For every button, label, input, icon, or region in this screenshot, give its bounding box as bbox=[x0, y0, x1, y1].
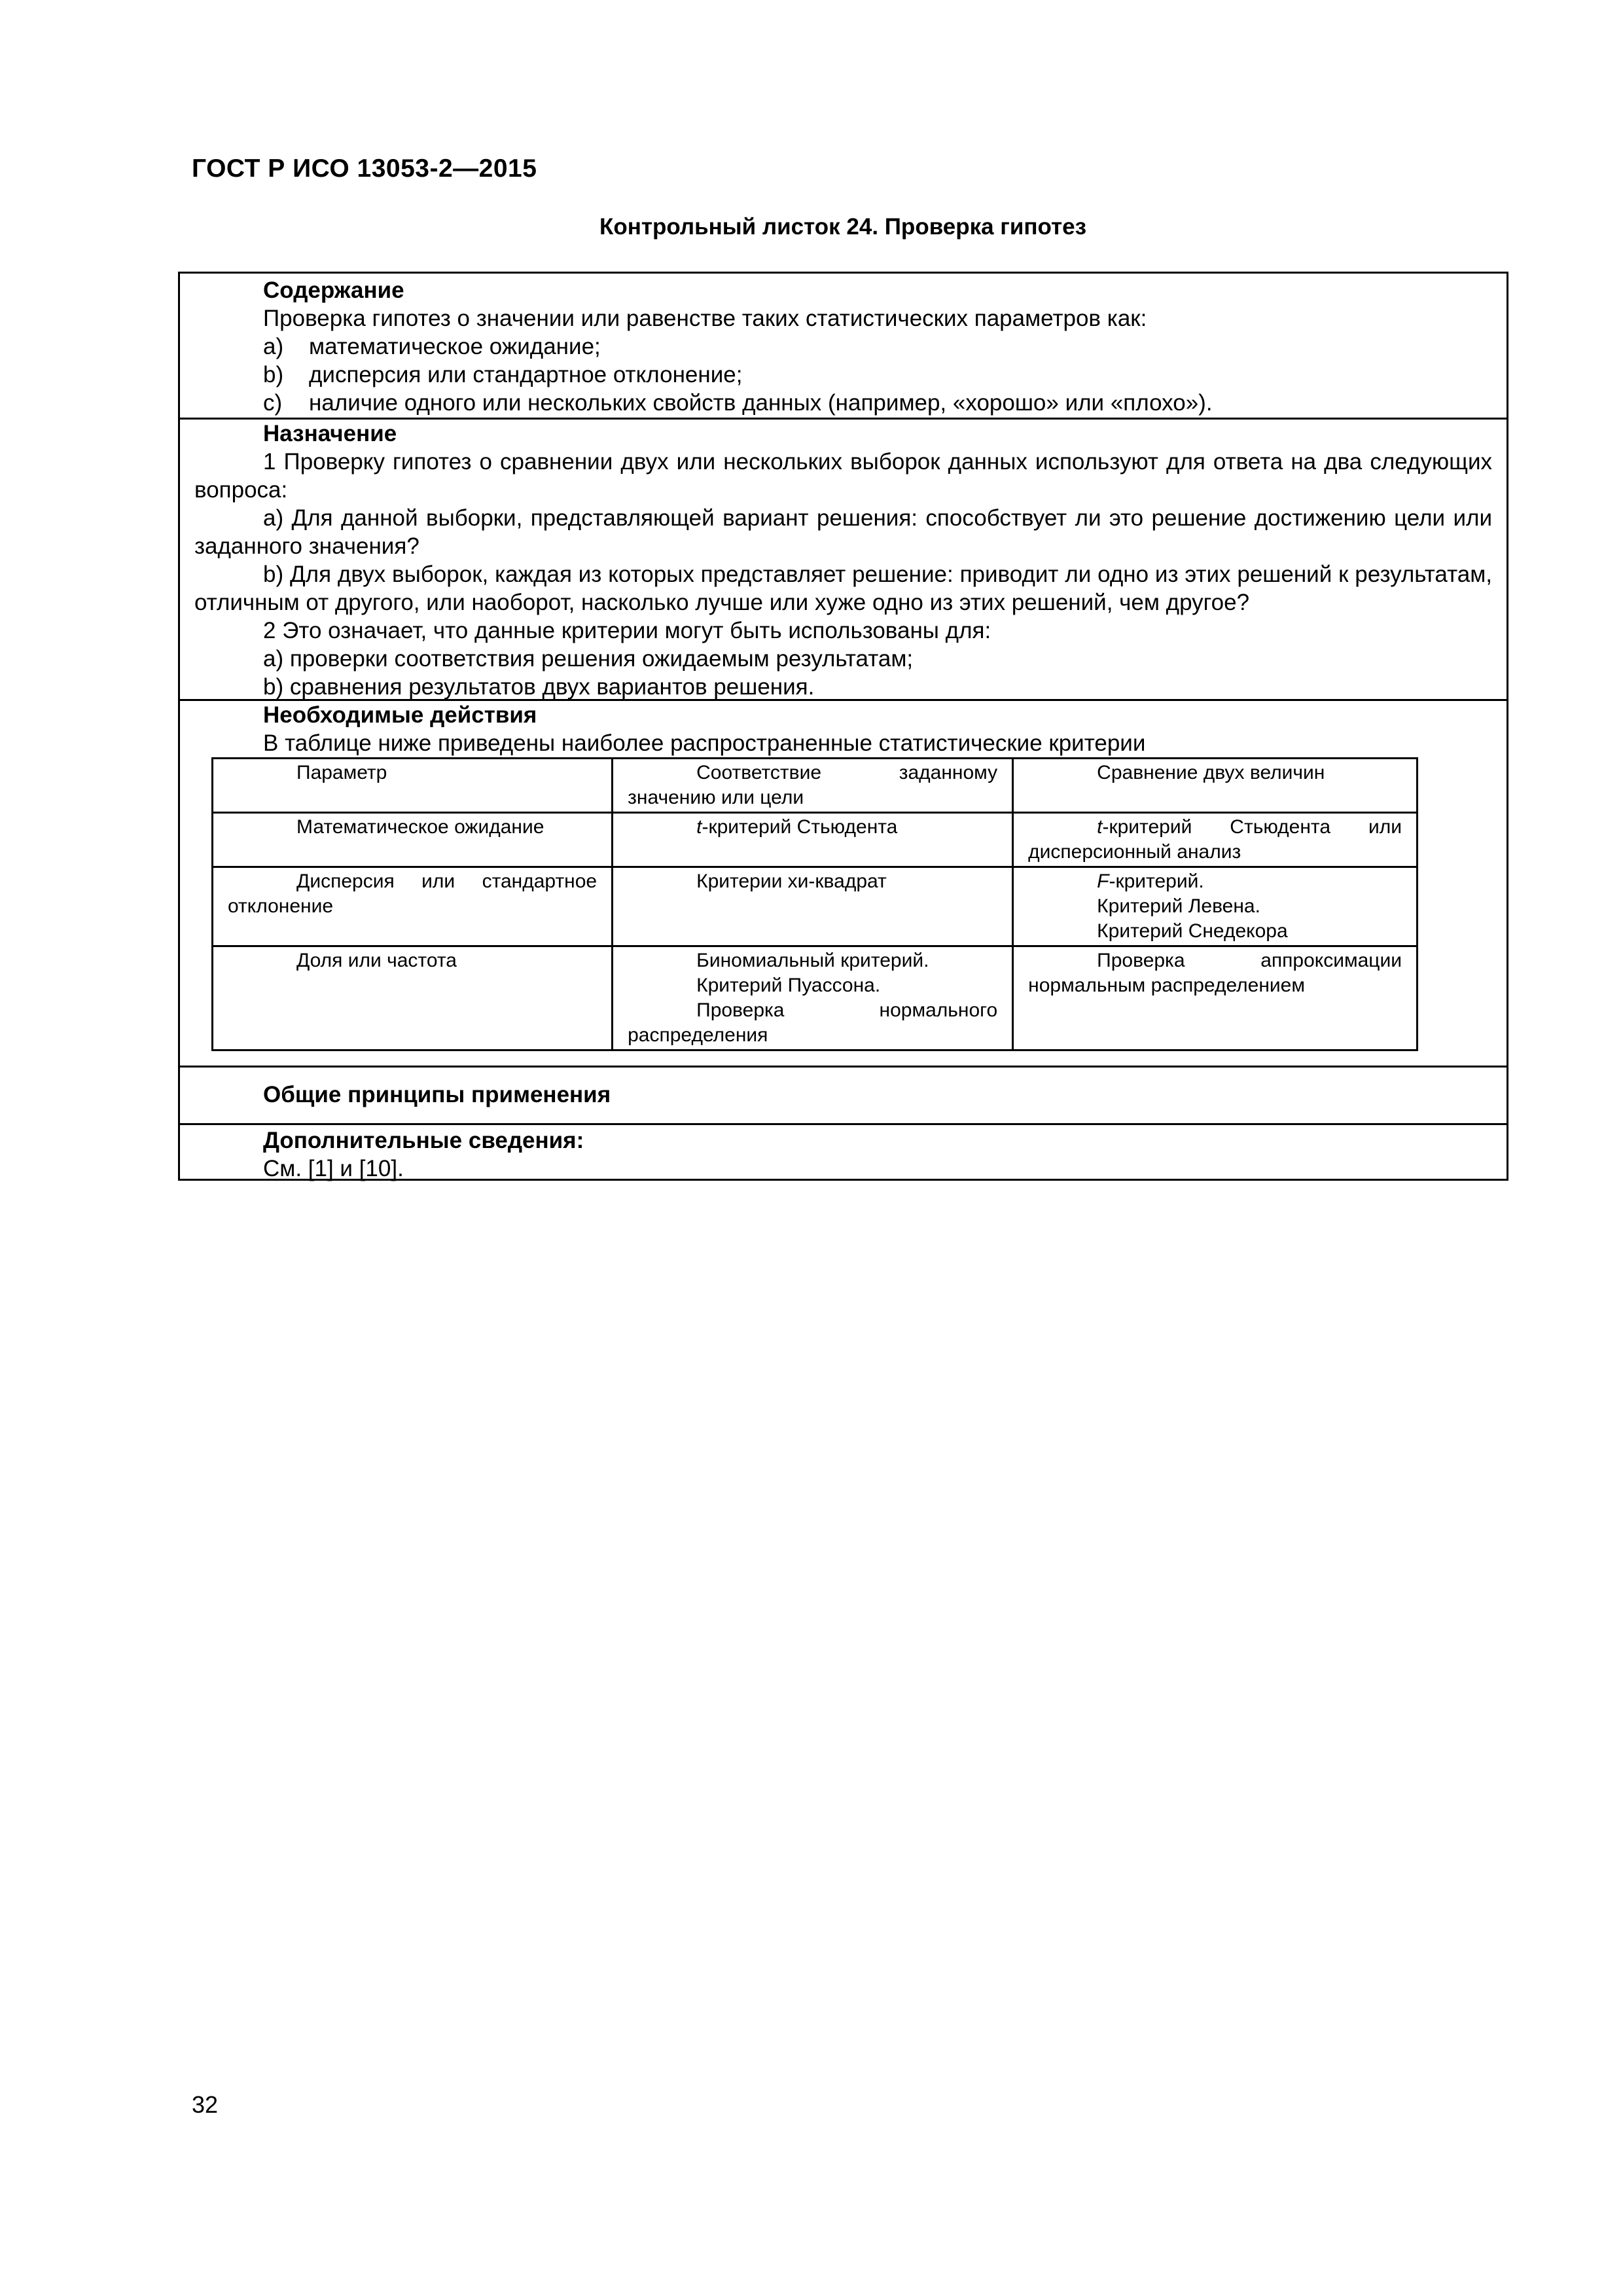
additional-heading: Дополнительные сведения: bbox=[263, 1128, 584, 1153]
section-additional bbox=[180, 1123, 1507, 1179]
table-cell: Критерии хи-квадрат bbox=[613, 867, 1013, 946]
purpose-paragraph: a) проверки соответствия решения ожидаемым результатам; bbox=[263, 646, 914, 672]
table-header-cell: Соответствие заданному значению или цели bbox=[613, 759, 1013, 813]
list-item bbox=[194, 389, 1492, 417]
section-actions bbox=[180, 699, 1507, 1066]
table-cell: t-критерий Стьюдента bbox=[613, 813, 1013, 867]
purpose-paragraph: b) сравнения результатов двух вариантов решения. bbox=[263, 674, 815, 700]
additional-text: См. [1] и [10]. bbox=[263, 1156, 404, 1181]
content-intro: Проверка гипотез о значении или равенстве таких статистических параметров как: bbox=[263, 306, 1147, 331]
section-purpose bbox=[180, 418, 1507, 699]
table-cell: Биномиальный критерий. Критерий Пуассона. Проверка нормального распределения bbox=[613, 946, 1013, 1050]
table-header-row bbox=[213, 759, 1418, 813]
table-cell: Математическое ожидание bbox=[213, 813, 613, 867]
list-item bbox=[194, 361, 1492, 389]
list-item-text: математическое ожидание; bbox=[309, 334, 601, 359]
list-marker: a) bbox=[263, 334, 284, 359]
list-item-text: наличие одного или нескольких свойств данных (например, «хорошо» или «плохо»). bbox=[309, 390, 1213, 416]
purpose-paragraph: b) Для двух выборок, каждая из которых представляет решение: приводит ли одно из этих решений к результатам, отличным от другого, или наоборот, насколько лучше или хуже одно из этих решений, чем другое? bbox=[194, 562, 1492, 615]
table-row bbox=[213, 813, 1418, 867]
list-item bbox=[194, 332, 1492, 361]
table-header-cell: Сравнение двух величин bbox=[1013, 759, 1418, 813]
content-heading: Содержание bbox=[263, 278, 404, 303]
purpose-paragraph: a) Для данной выборки, представляющей вариант решения: способствует ли это решение достижению цели или заданного значения? bbox=[194, 505, 1492, 559]
section-principles bbox=[180, 1066, 1507, 1123]
table-cell: Проверка аппроксимации нормальным распределением bbox=[1013, 946, 1418, 1050]
table-row bbox=[213, 946, 1418, 1050]
checklist-frame bbox=[178, 272, 1508, 1181]
list-item-text: дисперсия или стандартное отклонение; bbox=[309, 362, 743, 387]
checklist-title: Контрольный листок 24. Проверка гипотез bbox=[599, 214, 1087, 240]
page-number: 32 bbox=[192, 2091, 219, 2118]
table-cell: t-критерий Стьюдента или дисперсионный анализ bbox=[1013, 813, 1418, 867]
purpose-paragraph: 1 Проверку гипотез о сравнении двух или нескольких выборок данных используют для ответа на два следующих вопроса: bbox=[194, 449, 1492, 503]
actions-intro: В таблице ниже приведены наиболее распространенные статистические критерии bbox=[263, 730, 1146, 756]
actions-heading: Необходимые действия bbox=[263, 702, 537, 728]
document-code: ГОСТ Р ИСО 13053-2—2015 bbox=[192, 154, 537, 183]
criteria-table bbox=[211, 757, 1418, 1051]
list-marker: b) bbox=[263, 362, 284, 387]
table-cell: Дисперсия или стандартное отклонение bbox=[213, 867, 613, 946]
table-cell: Доля или частота bbox=[213, 946, 613, 1050]
list-marker: c) bbox=[263, 390, 283, 416]
table-header-cell: Параметр bbox=[213, 759, 613, 813]
italic-symbol: t bbox=[696, 816, 702, 838]
principles-heading: Общие принципы применения bbox=[263, 1082, 611, 1107]
purpose-paragraph: 2 Это означает, что данные критерии могут быть использованы для: bbox=[263, 618, 991, 643]
section-content bbox=[180, 274, 1507, 418]
purpose-heading: Назначение bbox=[263, 421, 397, 446]
table-row bbox=[213, 867, 1418, 946]
table-cell: F-критерий. Критерий Левена. Критерий Снедекора bbox=[1013, 867, 1418, 946]
italic-symbol: F bbox=[1097, 870, 1109, 892]
italic-symbol: t bbox=[1097, 816, 1103, 838]
